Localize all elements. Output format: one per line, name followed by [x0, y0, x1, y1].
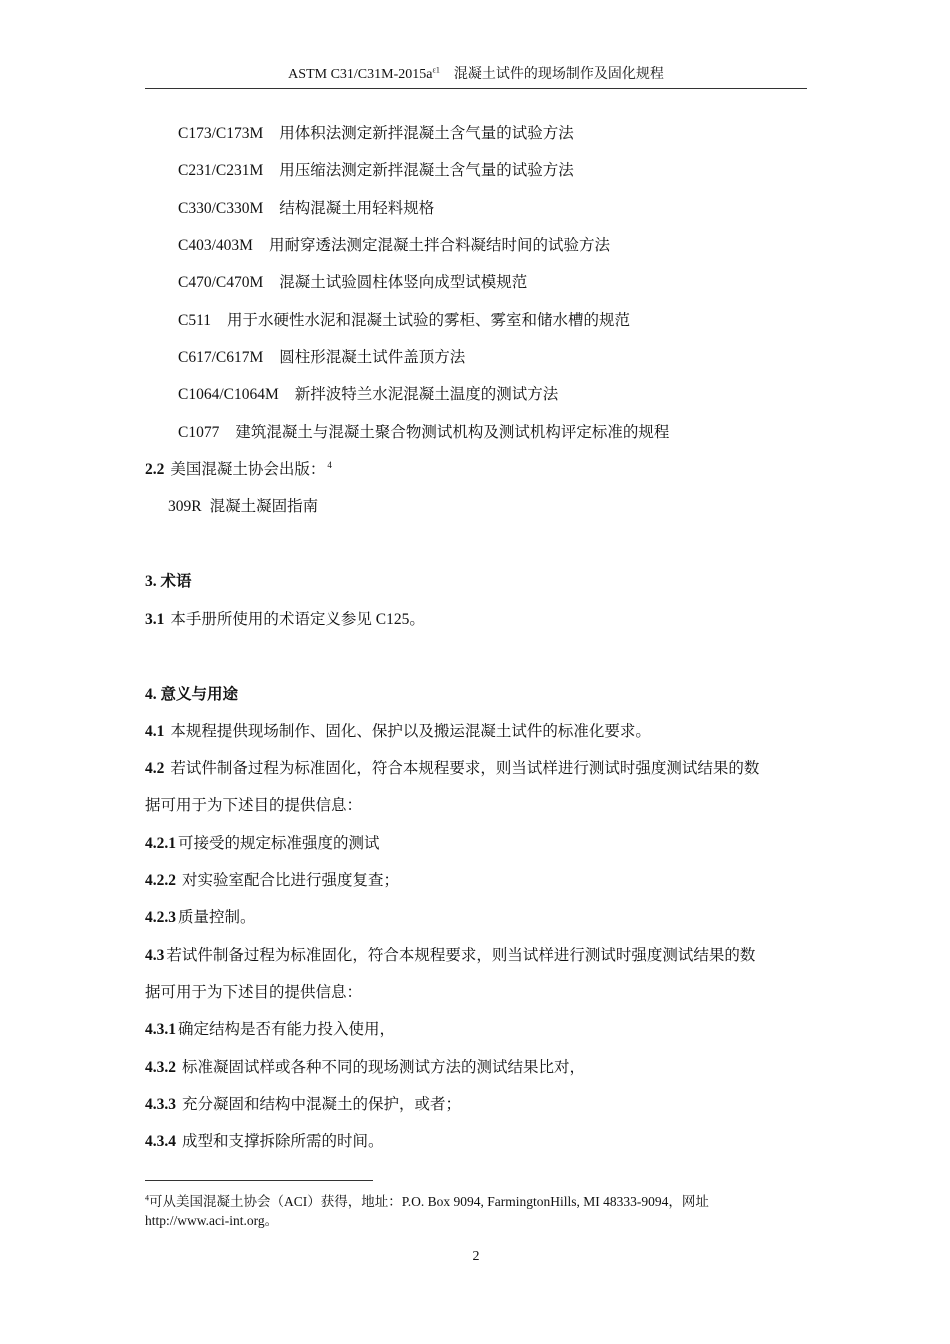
clause [145, 1132, 384, 1152]
clause [145, 834, 380, 854]
page-number: 2 [472, 1249, 480, 1264]
reference-title: 混凝土凝固指南 [209, 498, 319, 515]
footnote-url: http://www.aci-int.org。 [145, 1213, 279, 1228]
clause-number: 4.3.2 [145, 1059, 176, 1076]
reference-code: C1064/C1064M [178, 386, 279, 403]
reference-code: C403/403M [178, 237, 253, 254]
clause [145, 1020, 395, 1040]
reference-code: C617/C617M [178, 349, 264, 366]
clause-text: 本规程提供现场制作、固化、保护以及搬运混凝土试件的标准化要求。 [170, 723, 651, 740]
section-2-2 [145, 460, 332, 480]
footnote-line [145, 1192, 805, 1211]
reference-item [178, 124, 574, 144]
reference-title: 新拌波特兰水泥混凝土温度的测试方法 [294, 386, 559, 403]
reference-code: C470/C470M [178, 274, 264, 291]
reference-title: 用于水硬性水泥和混凝土试验的雾柜、雾室和储水槽的规范 [227, 312, 631, 329]
reference-title: 结构混凝土用轻料规格 [279, 200, 435, 217]
reference-code: C173/C173M [178, 125, 264, 142]
clause-text: 对实验室配合比进行强度复查； [182, 872, 400, 889]
footnote-mark: 4 [145, 1193, 149, 1203]
header-standard-sup: ε1 [432, 65, 440, 75]
reference-code: C1077 [178, 424, 220, 441]
clause-number: 4.2.3 [145, 909, 176, 926]
header-title: 混凝土试件的现场制作及固化规程 [453, 67, 664, 82]
clause-number: 4.2.2 [145, 872, 176, 889]
reference-item [178, 348, 465, 368]
footnote-divider [145, 1180, 373, 1181]
reference-item [178, 385, 558, 405]
footnote-text: 可从美国混凝土协会（ACI）获得，地址：P.O. Box 9094, FarmingtonHills, MI 48333-9094，网址 [149, 1194, 709, 1209]
reference-title: 圆柱形混凝土试件盖顶方法 [279, 349, 466, 366]
clause-text: 质量控制。 [178, 909, 256, 926]
reference-title: 建筑混凝土与混凝土聚合物测试机构及测试机构评定标准的规程 [235, 424, 670, 441]
clause [145, 946, 755, 966]
footnote-reference: 4 [327, 459, 332, 470]
clause-text: 本手册所使用的术语定义参见 C125。 [170, 611, 425, 628]
clause-number: 3.1 [145, 611, 165, 628]
reference-item [178, 236, 610, 256]
clause-number: 4.3 [145, 947, 165, 964]
clause-text: 若试件制备过程为标准固化，符合本规程要求，则当试样进行测试时强度测试结果的数 [166, 947, 756, 964]
section-heading: 4. 意义与用途 [145, 686, 239, 703]
clause-text: 美国混凝土协会出版： [170, 461, 326, 478]
clause-text: 据可用于为下述目的提供信息： [145, 984, 363, 1001]
reference-code: C231/C231M [178, 162, 264, 179]
reference-title: 用压缩法测定新拌混凝土含气量的试验方法 [279, 162, 574, 179]
clause [145, 722, 651, 742]
reference-title: 混凝土试验圆柱体竖向成型试模规范 [279, 274, 528, 291]
clause-text: 若试件制备过程为标准固化，符合本规程要求，则当试样进行测试时强度测试结果的数 [170, 760, 760, 777]
reference-code: C330/C330M [178, 200, 264, 217]
clause-3-1 [145, 610, 425, 630]
clause-continuation [145, 983, 362, 1003]
reference-item [178, 161, 574, 181]
reference-item [178, 199, 434, 219]
clause-number: 2.2 [145, 461, 165, 478]
clause-text: 充分凝固和结构中混凝土的保护，或者； [182, 1096, 462, 1113]
footnote [145, 1192, 805, 1230]
clause-number: 4.2 [145, 760, 165, 777]
clause-number: 4.1 [145, 723, 165, 740]
reference-item [178, 273, 527, 293]
clause-text: 据可用于为下述目的提供信息： [145, 797, 363, 814]
section-heading: 3. 术语 [145, 573, 192, 590]
reference-item [178, 423, 669, 443]
reference-item [178, 311, 630, 331]
reference-code: C511 [178, 312, 212, 329]
reference-title: 用体积法测定新拌混凝土含气量的试验方法 [279, 125, 574, 142]
clause-number: 4.2.1 [145, 835, 176, 852]
clause-number: 4.3.3 [145, 1096, 176, 1113]
reference-item [168, 497, 318, 517]
clause [145, 1058, 585, 1078]
clause [145, 908, 256, 928]
clause-text: 成型和支撑拆除所需的时间。 [182, 1133, 384, 1150]
header-standard-id: ASTM C31/C31M-2015a [288, 67, 433, 82]
clause-number: 4.3.4 [145, 1133, 176, 1150]
clause-text: 可接受的规定标准强度的测试 [178, 835, 380, 852]
reference-code: 309R [168, 498, 202, 515]
reference-title: 用耐穿透法测定混凝土拌合料凝结时间的试验方法 [268, 237, 610, 254]
clause [145, 759, 759, 779]
running-header [145, 66, 807, 84]
clause [145, 871, 399, 891]
clause-number: 4.3.1 [145, 1021, 176, 1038]
clause [145, 1095, 461, 1115]
clause-text: 确定结构是否有能力投入使用， [178, 1021, 396, 1038]
header-divider [145, 88, 807, 89]
clause-text: 标准凝固试样或各种不同的现场测试方法的测试结果比对， [182, 1059, 586, 1076]
clause-continuation [145, 796, 362, 816]
